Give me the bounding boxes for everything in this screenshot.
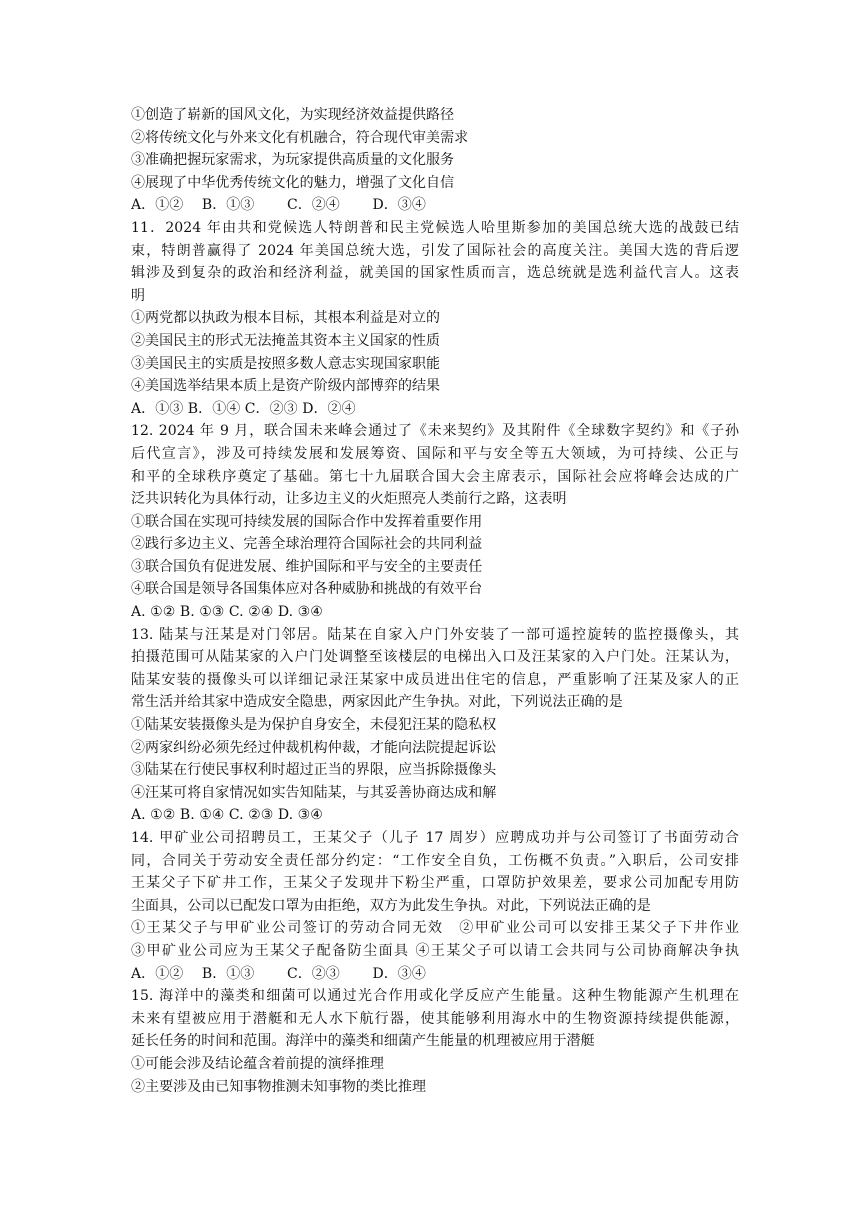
text-line: ①可能会涉及结论蕴含着前提的演绎推理 (131, 1055, 384, 1072)
text-line: ④展现了中华优秀传统文化的魅力，增强了文化自信 (131, 174, 455, 191)
text-line: 辑涉及到复杂的政治和经济利益，就美国的国家性质而言，选总统就是选利益代言人。这表 (131, 265, 739, 282)
text-line: ①创造了崭新的国风文化，为实现经济效益提供路径 (131, 107, 455, 123)
text-line: ④美国选举结果本质上是资产阶级内部博弈的结果 (131, 378, 441, 395)
text-line: 延长任务的时间和范围。海洋中的藻类和细菌产生能量的机理被应用于潜艇 (131, 1033, 595, 1050)
text-line: 15. 海洋中的藻类和细菌可以通过光合作用或化学反应产生能量。这种生物能源产生机理在 (131, 988, 739, 1005)
text-line: 陆某安装的摄像头可以详细记录汪某家中成员进出住宅的信息，严重影响了汪某及家人的正 (131, 671, 739, 688)
text-line: 明 (131, 287, 146, 304)
text-line: 13. 陆某与汪某是对门邻居。陆某在自家入户门外安装了一部可遥控旋转的监控摄像头，其 (131, 626, 739, 643)
text-line: 束，特朗普赢得了 2024 年美国总统大选，引发了国际社会的高度关注。美国大选的背后逻 (131, 242, 739, 259)
text-line: ①联合国在实现可持续发展的国际合作中发挥着重要作用 (131, 513, 483, 530)
text-line: 王某父子下矿井工作，王某父子发现井下粉尘严重，口罩防护效果差，要求公司加配专用防 (131, 875, 739, 892)
text-line: ③甲矿业公司应为王某父子配备防尘面具 ④王某父子可以请工会共同与公司协商解决争执 (131, 942, 739, 959)
text-line: ②将传统文化与外来文化有机融合，符合现代审美需求 (131, 129, 469, 146)
text-line: A．①② B．①③ C．②③ D．③④ (131, 965, 426, 982)
text-line: ①王某父子与甲矿业公司签订的劳动合同无效 ②甲矿业公司可以安排王某父子下井作业 (131, 920, 739, 937)
text-line: 泛共识转化为具体行动，让多边主义的火炬照亮人类前行之路，这表明 (131, 491, 567, 508)
text-line: A．①③ B．①④ C．②③ D．②④ (131, 400, 356, 417)
text-line: ③陆某在行使民事权利时超过正当的界限，应当拆除摄像头 (131, 762, 497, 779)
text-line: 拍摄范围可从陆某家的入户门处调整至该楼层的电梯出入口及汪某家的入户门处。汪某认为， (131, 649, 739, 666)
text-line: ②主要涉及由已知事物推测未知事物的类比推理 (131, 1078, 427, 1095)
text-line: ③联合国负有促进发展、维护国际和平与安全的主要责任 (131, 558, 483, 575)
text-line: 和平的全球秩序奠定了基础。第七十九届联合国大会主席表示，国际社会应将峰会达成的广 (131, 468, 739, 485)
text-line: ③美国民主的实质是按照多数人意志实现国家职能 (131, 355, 441, 372)
text-line: 未来有望被应用于潜艇和无人水下航行器，使其能够利用海水中的生物资源持续提供能源， (131, 1010, 739, 1027)
document-body (131, 104, 739, 1098)
text-line: 常生活并给其家中造成安全隐患，两家因此产生争执。对此，下列说法正确的是 (131, 694, 623, 711)
text-line: 12. 2024 年 9 月，联合国未来峰会通过了《未来契约》及其附件《全球数字契约》和《子孙 (131, 423, 739, 440)
text-line: ①两党都以执政为根本目标，其根本利益是对立的 (131, 310, 441, 327)
text-line: 同，合同关于劳动安全责任部分约定：“工作安全自负，工伤概不负责。”入职后，公司安排 (131, 852, 739, 869)
text-line: A. ①② B. ①③ C. ②④ D. ③④ (131, 604, 323, 621)
text-line: 尘面具，公司以已配发口罩为由拒绝，双方为此发生争执。对此，下列说法正确的是 (131, 897, 651, 914)
text-line: ③准确把握玩家需求，为玩家提供高质量的文化服务 (131, 152, 455, 169)
text-line: ②美国民主的形式无法掩盖其资本主义国家的性质 (131, 332, 441, 349)
text-line: 后代宣言》，涉及可持续发展和发展筹资、国际和平与安全等五大领域，为可持续、公正与 (131, 445, 739, 462)
text-line: ①陆某安装摄像头是为保护自身安全，未侵犯汪某的隐私权 (131, 717, 497, 734)
text-line: ④联合国是领导各国集体应对各种威胁和挑战的有效平台 (131, 581, 483, 598)
text-line: A．①② B．①③ C．②④ D．③④ (131, 197, 426, 214)
text-line: A. ①② B. ①④ C. ②③ D. ③④ (131, 807, 323, 824)
text-line: 14. 甲矿业公司招聘员工，王某父子（儿子 17 周岁）应聘成功并与公司签订了书面劳动合 (131, 830, 739, 846)
text-line: ②两家纠纷必须先经过仲裁机构仲裁，才能向法院提起诉讼 (131, 739, 497, 756)
text-line: ②践行多边主义、完善全球治理符合国际社会的共同利益 (131, 536, 483, 553)
text-line: ④汪某可将自家情况如实告知陆某，与其妥善协商达成和解 (131, 784, 497, 801)
text-line: 11．2024 年由共和党候选人特朗普和民主党候选人哈里斯参加的美国总统大选的战鼓已结 (131, 219, 739, 236)
